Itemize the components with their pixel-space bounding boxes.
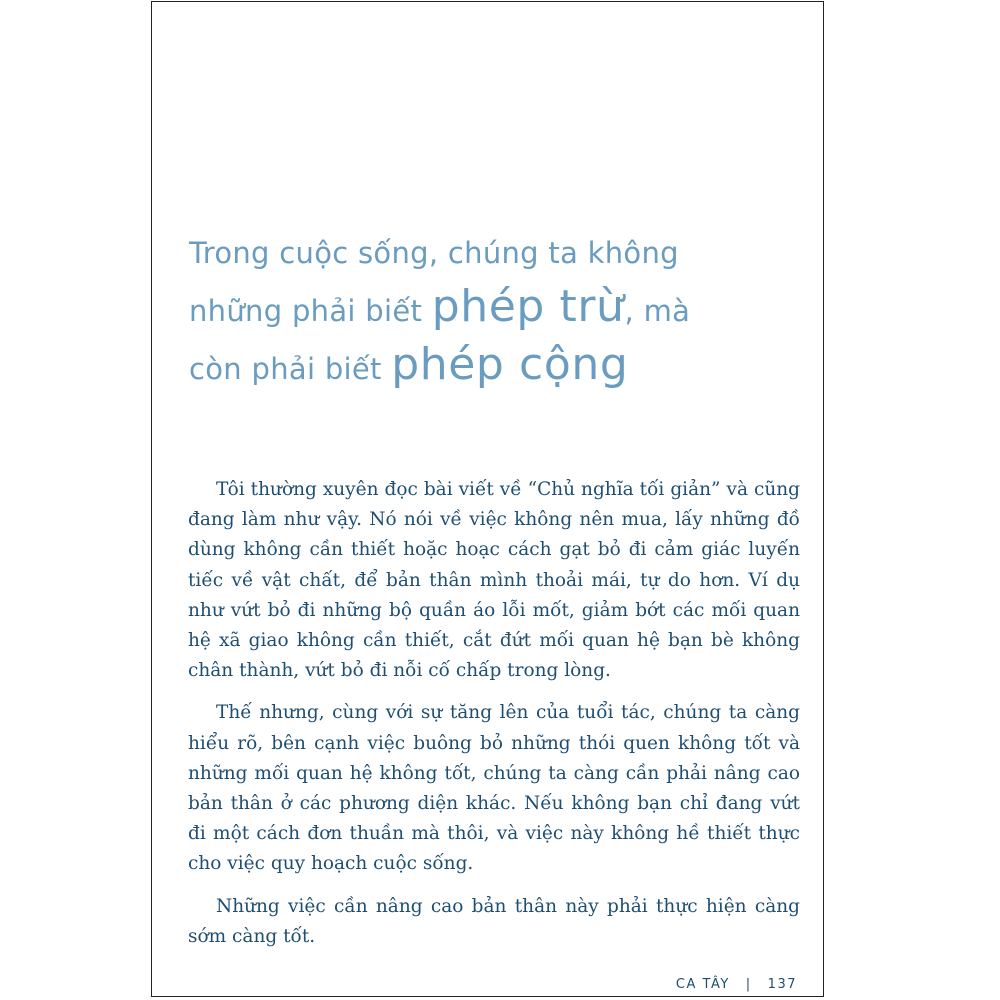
heading-line-3-pre: còn phải biết bbox=[189, 352, 392, 386]
paragraph-line: những mối quan hệ không tốt, chúng ta càng cần phải nâng cao bbox=[188, 762, 800, 784]
paragraph-line: chân thành, vứt bỏ đi nỗi cố chấp trong lòng. bbox=[188, 660, 611, 682]
book-page bbox=[151, 1, 824, 997]
paragraph-line: bản thân ở các phương diện khác. Nếu không bạn chỉ đang vứt bbox=[188, 793, 800, 815]
paragraph-line: hiểu rõ, bên cạnh việc buông bỏ những thói quen không tốt và bbox=[188, 732, 800, 754]
paragraph-line: dùng không cần thiết hoặc hoạc cách gạt bỏ đi cảm giác luyến bbox=[188, 539, 800, 561]
chapter-heading bbox=[189, 227, 789, 396]
heading-line-3 bbox=[189, 338, 789, 396]
heading-emphasis-subtraction: phép trừ bbox=[431, 281, 625, 332]
heading-line-2 bbox=[189, 280, 789, 338]
paragraph-line: hệ xã giao không cần thiết, cắt đứt mối quan hệ bạn bè không bbox=[188, 630, 800, 652]
paragraph-line: tiếc về vật chất, để bản thân mình thoải mái, tự do hơn. Ví dụ bbox=[188, 569, 800, 591]
paragraph bbox=[188, 698, 800, 879]
running-author: CA TÂY bbox=[675, 977, 730, 992]
page-footer bbox=[676, 977, 797, 992]
heading-line-1: Trong cuộc sống, chúng ta không bbox=[189, 236, 679, 270]
paragraph bbox=[188, 892, 800, 952]
paragraph-line: đang làm như vậy. Nó nói về việc không nên mua, lấy những đồ bbox=[188, 509, 800, 531]
heading-line-2-post: , mà bbox=[624, 294, 691, 328]
page-number: 137 bbox=[767, 977, 797, 992]
heading-emphasis-addition: phép cộng bbox=[391, 339, 629, 390]
body-text bbox=[188, 475, 800, 964]
paragraph-line: sớm càng tốt. bbox=[188, 925, 316, 947]
paragraph-line: Tôi thường xuyên đọc bài viết về “Chủ nghĩa tối giản” và cũng bbox=[216, 479, 800, 500]
paragraph-line: Thế nhưng, cùng với sự tăng lên của tuổi tác, chúng ta càng bbox=[216, 702, 800, 724]
paragraph-line: như vứt bỏ đi những bộ quần áo lỗi mốt, giảm bớt các mối quan bbox=[188, 599, 800, 621]
footer-separator: | bbox=[745, 977, 752, 992]
paragraph-line: đi một cách đơn thuần mà thôi, và việc này không hề thiết thực bbox=[188, 823, 800, 845]
paragraph-line: cho việc quy hoạch cuộc sống. bbox=[188, 853, 474, 875]
paragraph bbox=[188, 475, 800, 686]
paragraph-line: Những việc cần nâng cao bản thân này phải thực hiện càng bbox=[216, 895, 800, 917]
heading-line-2-pre: những phải biết bbox=[189, 294, 432, 328]
